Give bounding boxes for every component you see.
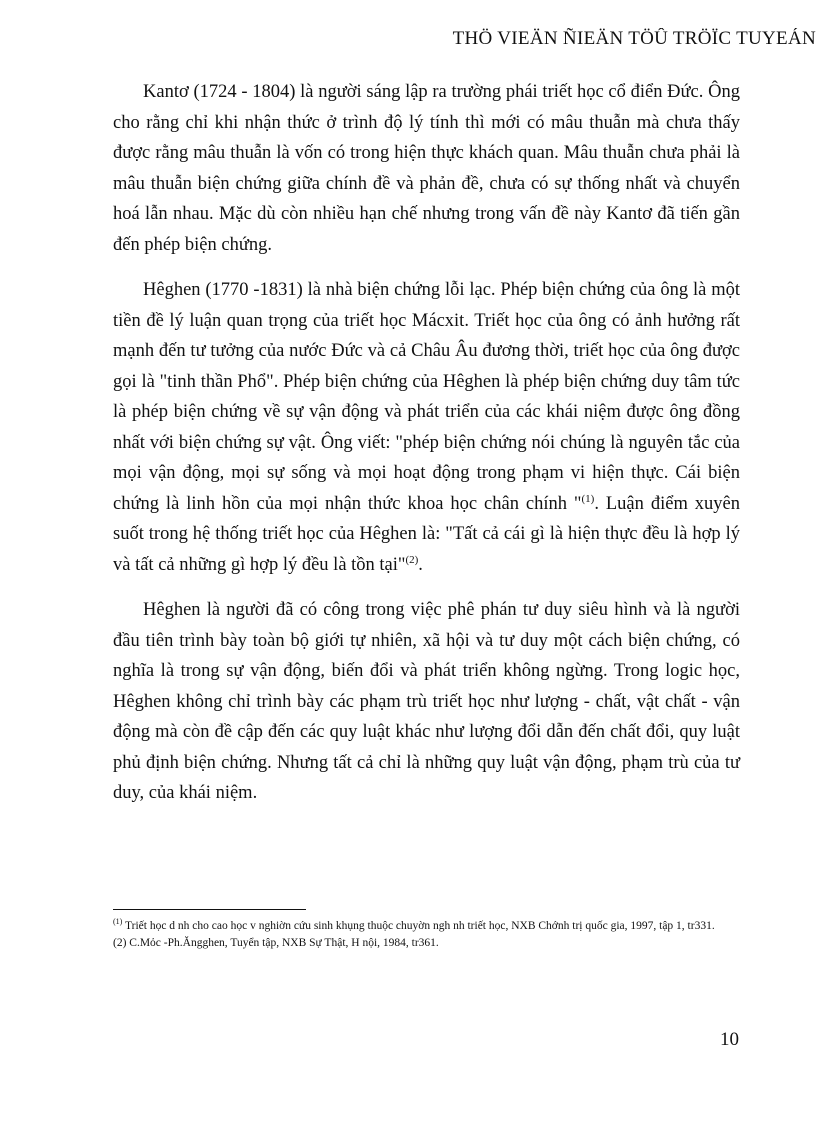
footnote-2: (2) C.Mỏc -Ph.Ăngghen, Tuyển tập, NXB Sự Thật, H nội, 1984, tr361.: [113, 937, 439, 949]
paragraph-text-part1: Hêghen (1770 -1831) là nhà biện chứng lỗi lạc. Phép biện chứng của ông là một tiền đề lý luận quan trọng của triết học Mácxit. Triết học của ông có ảnh hưởng rất mạnh đến tư tưởng của nước Đức và cả Châu Âu đương thời, triết học của ông được gọi là "tinh thần Phổ". Phép biện chứng của Hêghen là phép biện chứng duy tâm tức là phép biện chứng về sự vận động và phát triển của các khái niệm được ông đồng nhất với biện chứng sự vật. Ông viết: "phép biện chứng nói chúng là nguyên tắc của mọi vận động, mọi sự sống và mọi hoạt động trong phạm vi hiện thực. Cái biện chứng là linh hồn của mọi nhận thức khoa học chân chính ": [113, 280, 740, 514]
paragraph-hegel-dialectics: [113, 275, 740, 580]
main-content: [113, 77, 740, 824]
footnote-1-text: Triết học d nh cho cao học v nghiờn cứu sinh khụng thuộc chuyờn ngh nh triết học, NXB Chớnh trị quốc gia, 1997, tập 1, tr331.: [122, 920, 715, 932]
page-header: THÖ VIEÄN ÑIEÄN TÖÛ TRÖÏC TUYEÁN: [452, 28, 816, 49]
paragraph-hegel-contribution: Hêghen là người đã có công trong việc phê phán tư duy siêu hình và là người đầu tiên trình bày toàn bộ giới tự nhiên, xã hội và tư duy một cách biện chứng, có nghĩa là trong sự vận động, biến đổi và phát triển không ngừng. Trong logic học, Hêghen không chỉ trình bày các phạm trù triết học như lượng - chất, vật chất - vận động mà còn đề cập đến các quy luật khác như lượng đổi dẫn đến chất đổi, quy luật phủ định biện chứng. Nhưng tất cả chỉ là những quy luật vận động, phạm trù của tư duy, của khái niệm.: [113, 600, 740, 803]
footnote-reference-2: (2): [405, 553, 419, 566]
footnotes-section: [113, 918, 740, 952]
footnote-1-marker: (1): [113, 917, 123, 927]
footnote-divider: [113, 909, 306, 910]
footnote-1: [113, 918, 740, 935]
footnote-reference-1: (1): [581, 492, 595, 505]
paragraph-text-part3: .: [418, 554, 423, 575]
paragraph-kanto: Kantơ (1724 - 1804) là người sáng lập ra trường phái triết học cổ điển Đức. Ông cho rằng chỉ khi nhận thức ở trình độ lý tính thì mới có mâu thuẫn mà chưa thấy được rằng mâu thuẫn là vốn có trong hiện thực khách quan. Mâu thuẫn chưa phải là mâu thuẫn biện chứng giữa chính đề và phản đề, chưa có sự thống nhất và chuyển hoá lẫn nhau. Mặc dù còn nhiều hạn chế nhưng trong vấn đề này Kantơ đã tiến gần đến phép biện chứng.: [113, 82, 740, 255]
page-number: 10: [720, 1029, 739, 1050]
paragraph-text-part2: . Luận điểm xuyên suốt trong hệ thống triết học của Hêghen là: "Tất cả cái gì là hiện thực đều là hợp lý và tất cả những gì hợp lý đều là tồn tại": [113, 493, 740, 575]
